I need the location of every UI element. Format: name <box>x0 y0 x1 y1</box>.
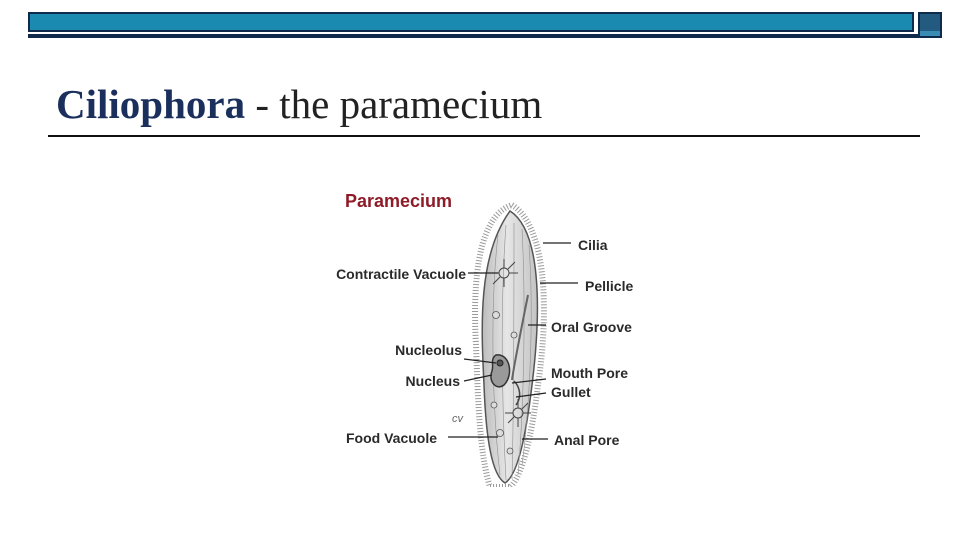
label-contractile-vacuole: Contractile Vacuole <box>336 266 466 282</box>
label-cv-mark: cv <box>452 413 463 425</box>
diagram-title: Paramecium <box>345 191 453 211</box>
header-corner-square <box>918 12 942 38</box>
label-nucleus: Nucleus <box>405 373 460 389</box>
label-pellicle: Pellicle <box>585 278 634 294</box>
header-bar <box>28 12 914 32</box>
label-anal-pore: Anal Pore <box>554 432 620 448</box>
slide-title-rest: - the paramecium <box>245 81 543 127</box>
label-food-vacuole: Food Vacuole <box>346 430 438 446</box>
header-rule <box>28 34 942 38</box>
label-nucleolus: Nucleolus <box>395 342 462 358</box>
title-underline <box>48 135 920 137</box>
label-oral-groove: Oral Groove <box>551 319 632 335</box>
nucleolus <box>497 360 503 366</box>
label-cilia: Cilia <box>578 237 608 253</box>
label-gullet: Gullet <box>551 384 591 400</box>
label-mouth-pore: Mouth Pore <box>551 365 628 381</box>
slide-title-accent: Ciliophora <box>56 81 246 127</box>
paramecium-diagram <box>300 185 675 487</box>
slide-title <box>56 80 542 128</box>
